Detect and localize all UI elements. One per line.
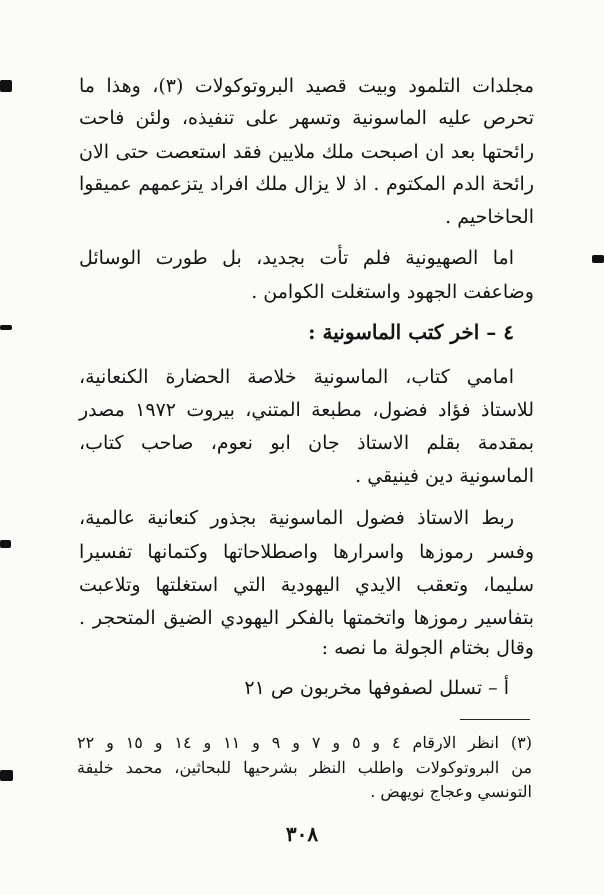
paragraph1-line-2: تحرص عليه الماسونية وتسهر على تنفيذه، ولئن فاحت [79, 107, 534, 129]
footnote-divider [460, 719, 530, 720]
section-heading: ٤ – اخر كتب الماسونية : [308, 320, 514, 344]
footnote-line-3: التونسي وعجاج نويهض . [370, 782, 532, 801]
scan-edge-mark [0, 325, 12, 330]
paragraph4-line-4: بتفاسير رموزها واتخمتها بالفكر اليهودي الضيق المتحجر . [79, 607, 534, 629]
paragraph4-line-5: وقال بختام الجولة ما نصه : [321, 637, 534, 659]
paragraph3-line-2: للاستاذ فؤاد فضول، مطبعة المتني، بيروت ١٩٧٢ مصدر [79, 399, 535, 421]
paragraph3-line-1: امامي كتاب، الماسونية خلاصة الحضارة الكنعانية، [79, 366, 514, 388]
scan-edge-mark [0, 770, 13, 781]
paragraph2-line-1: اما الصهيونية فلم تأت بجديد، بل طورت الوسائل [79, 247, 514, 269]
paragraph1-line-4: رائحة الدم المكتوم . اذ لا يزال ملك افراد يتزعمهم عميقوا [79, 173, 534, 195]
paragraph3-line-4: الماسونية دين فينيقي . [355, 465, 534, 487]
footnote-line-1: (٣) انظر الارقام ٤ و ٥ و ٧ و ٩ و ١١ و ١٤ و ١٥ و ٢٢ [77, 733, 532, 752]
paragraph2-line-2: وضاعفت الجهود واستغلت الكوامن . [251, 281, 534, 303]
paragraph1-line-5: الحاخاحيم . [445, 206, 534, 228]
scan-edge-mark [0, 80, 12, 92]
paragraph4-line-1: ربط الاستاذ فضول الماسونية بجذور كنعانية عالمية، [79, 507, 514, 529]
paragraph3-line-3: بمقدمة بقلم الاستاذ جان ابو نعوم، صاحب كتاب، [79, 432, 534, 454]
paragraph4-line-3: سليما، وتعقب الايدي اليهودية التي استغلتها وتلاعبت [79, 574, 534, 596]
footnote-line-2: من البروتوكولات واطلب النظر بشرحيها للبحاثين، محمد خليفة [77, 758, 532, 777]
scan-edge-mark [0, 540, 11, 548]
paragraph1-line-3: رائحتها بعد ان اصبحت ملك ملايين فقد استعصت حتى الان [79, 141, 534, 163]
list-item-a: أ – تسلل لصفوفها مخربون ص ٢١ [244, 677, 509, 699]
paragraph4-line-2: وفسر رموزها واسرارها واصطلاحاتها وكتمانها تفسيرا [79, 541, 534, 563]
page-number: ٣٠٨ [285, 822, 319, 846]
paragraph1-line-1: مجلدات التلمود وبيت قصيد البروتوكولات (٣)، وهذا ما [79, 75, 534, 97]
scan-edge-mark [592, 255, 604, 263]
